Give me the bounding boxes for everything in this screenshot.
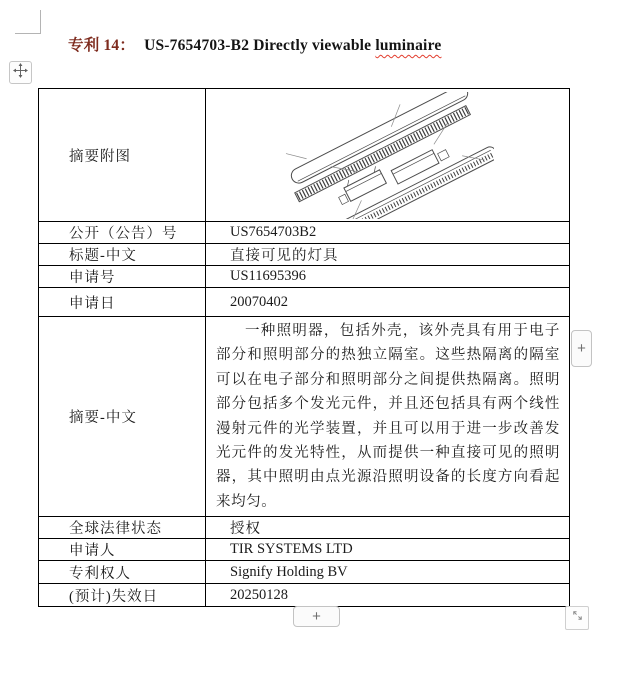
row-label[interactable]: 专利权人	[39, 561, 206, 584]
table-resize-handle[interactable]	[565, 606, 589, 630]
table-row-application-number	[39, 266, 570, 288]
table-row-assignee	[39, 561, 570, 584]
title-patent-name: US-7654703-B2 Directly viewable	[144, 37, 376, 54]
table-row-legal-status	[39, 517, 570, 539]
row-value[interactable]: 20070402	[206, 288, 570, 317]
table-row-abstract-figure	[39, 89, 570, 222]
plus-icon: +	[577, 340, 586, 357]
patent-info-table	[38, 88, 570, 607]
row-label[interactable]: 摘要附图	[39, 89, 206, 222]
row-label[interactable]: 申请号	[39, 266, 206, 288]
row-value[interactable]: 20250128	[206, 584, 570, 607]
row-label[interactable]: 公开（公告）号	[39, 222, 206, 244]
row-value[interactable]: TIR SYSTEMS LTD	[206, 539, 570, 561]
abstract-text-cell[interactable]	[206, 317, 570, 517]
insert-column-button[interactable]	[571, 330, 592, 367]
table-row-application-date	[39, 288, 570, 317]
table-row-title-chinese	[39, 244, 570, 266]
insert-row-button[interactable]	[293, 606, 340, 627]
row-value[interactable]: US11695396	[206, 266, 570, 288]
row-value[interactable]: 直接可见的灯具	[206, 244, 570, 266]
page-title	[68, 33, 441, 55]
row-label[interactable]: 申请日	[39, 288, 206, 317]
table-row-publication-number	[39, 222, 570, 244]
abstract-paragraph: 一种照明器，包括外壳，该外壳具有用于电子部分和照明部分的热独立隔室。这些热隔离的隔室可以在电子部分和照明部分之间提供热隔离。照明部分包括多个发光元件，并且还包括具有两个线性漫射元件的光学装置，并且可以用于进一步改善发光元件的发光特性，从而提供一种直接可见的照明器，其中照明由点光源沿照明设备的长度方向看起来均匀。	[216, 323, 560, 510]
plus-icon: +	[312, 608, 321, 625]
table-row-expiry-date	[39, 584, 570, 607]
row-label[interactable]: 标题-中文	[39, 244, 206, 266]
row-label[interactable]: (预计)失效日	[39, 584, 206, 607]
title-patent-number-prefix: 专利 14：	[68, 37, 136, 54]
table-move-handle[interactable]	[9, 61, 32, 84]
row-label[interactable]: 申请人	[39, 539, 206, 561]
row-value[interactable]: Signify Holding BV	[206, 561, 570, 584]
abstract-figure-cell[interactable]	[206, 89, 570, 222]
title-spellcheck-flagged-word: luminaire	[375, 37, 442, 54]
text-boundary-corner-mark	[15, 10, 41, 34]
patent-figure-luminaire-drawing	[282, 92, 494, 219]
resize-diagonal-icon	[571, 609, 584, 627]
row-value[interactable]: US7654703B2	[206, 222, 570, 244]
table-row-applicant	[39, 539, 570, 561]
row-label[interactable]: 全球法律状态	[39, 517, 206, 539]
move-icon	[13, 63, 28, 83]
table-row-abstract-chinese	[39, 317, 570, 517]
row-label[interactable]: 摘要-中文	[39, 317, 206, 517]
row-value[interactable]: 授权	[206, 517, 570, 539]
